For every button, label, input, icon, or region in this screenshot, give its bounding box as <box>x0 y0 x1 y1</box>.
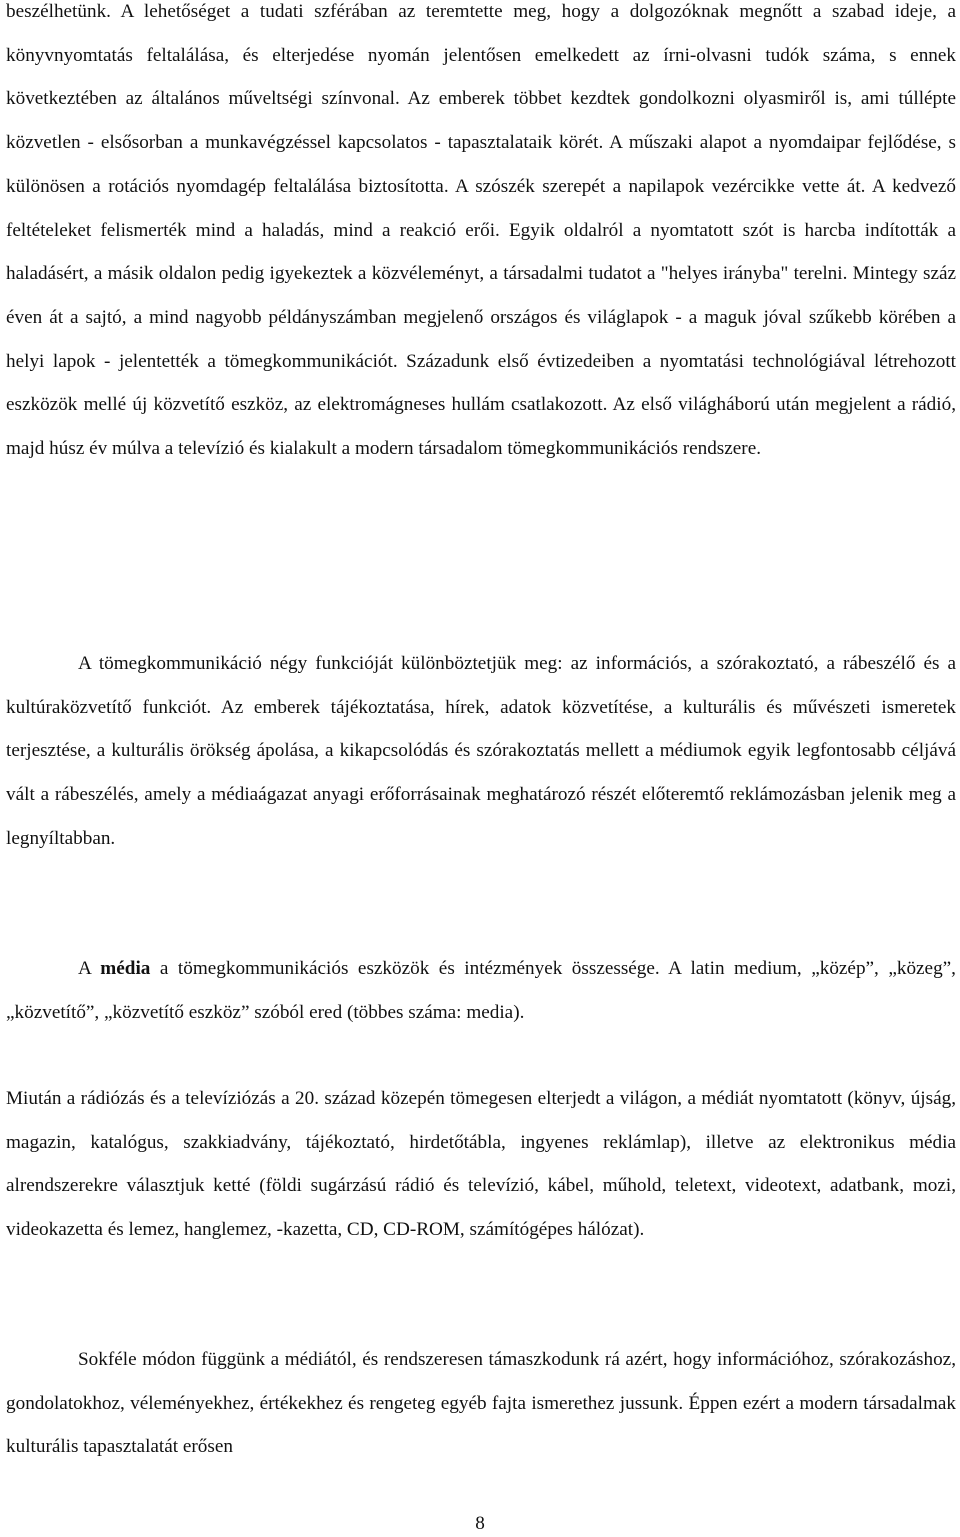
media-definition-rest: a tömegkommunikációs eszközök és intézmények összessége. A latin medium, „közép”, „közeg”, „közvetítő”, „közvetítő eszköz” szóból ered (többes száma: media). <box>6 958 956 1023</box>
media-term-bold: média <box>100 958 151 979</box>
paragraph-media-subsystems: Miután a rádiózás és a televíziózás a 20. század közepén tömegesen elterjedt a világon, a médiát nyomtatott (könyv, újság, magazin, katalógus, szakkiadvány, tájékoztató, hirdetőtábla, ingyenes reklámlap), illetve az elektronikus média alrendszerekre választjuk ketté (földi sugárzású rádió és televízió, kábel, műhold, teletext, videotext, adatbank, mozi, videokazetta és lemez, hanglemez, -kazetta, CD, CD-ROM, számítógépes hálózat). <box>6 1088 956 1241</box>
paragraph-media-dependence: Sokféle módon függünk a médiától, és rendszeresen támaszkodunk rá azért, hogy információhoz, szórakozáshoz, gondolatokhoz, véleményekhez, értékekhez és rengeteg egyéb fajta ismerethez jussunk. Éppen ezért a modern társadalmak kulturális tapasztalatát erősen <box>6 1349 956 1458</box>
paragraph-media-definition <box>6 947 956 1034</box>
page-number: 8 <box>475 1513 485 1534</box>
paragraph-print-history: beszélhetünk. A lehetőséget a tudati szférában az teremtette meg, hogy a dolgozóknak megnőtt a szabad ideje, a könyvnyomtatás feltalálása, és elterjedése nyomán jelentősen emelkedett az írni-olvasni tudók száma, s ennek következtében az általános műveltségi színvonal. Az emberek többet kezdtek gondolkozni olyasmiről is, ami túllépte közvetlen - elsősorban a munkavégzéssel kapcsolatos - tapasztalataik körét. A műszaki alapot a nyomdaipar fejlődése, s különösen a rotációs nyomdagép feltalálása biztosította. A szószék szerepét a napilapok vezércikke vette át. A kedvező feltételeket felismerték mind a haladás, mind a reakció erői. Egyik oldalról a nyomtatott szót is harcba indították a haladásért, a másik oldalon pedig igyekeztek a közvéleményt, a társadalmi tudatot a "helyes irányba" terelni. Mintegy száz éven át a sajtó, a mind nagyobb példányszámban megjelenő országos és világlapok - a maguk jóval szűkebb körében a helyi lapok - jelentették a tömegkommunikációt. Századunk első évtizedeiben a nyomtatási technológiával létrehozott eszközök mellé új közvetítő eszköz, az elektromágneses hullám csatlakozott. Az első világháború után megjelent a rádió, majd húsz év múlva a televízió és kialakult a modern társadalom tömegkommunikációs rendszere. <box>6 1 956 460</box>
paragraph-mass-communication-functions: A tömegkommunikáció négy funkcióját különböztetjük meg: az információs, a szórakoztató, a rábeszélő és a kultúraközvetítő funkciót. Az emberek tájékoztatása, hírek, adatok közvetítése, a kulturális és művészeti ismeretek terjesztése, a kulturális örökség ápolása, a kikapcsolódás és szórakoztatás mellett a médiumok egyik legfontosabb céljává vált a rábeszélés, amely a médiaágazat anyagi erőforrásainak meghatározó részét előteremtő reklámozásban jelenik meg a legnyíltabban. <box>6 653 956 849</box>
media-definition-lead: A <box>78 958 101 979</box>
